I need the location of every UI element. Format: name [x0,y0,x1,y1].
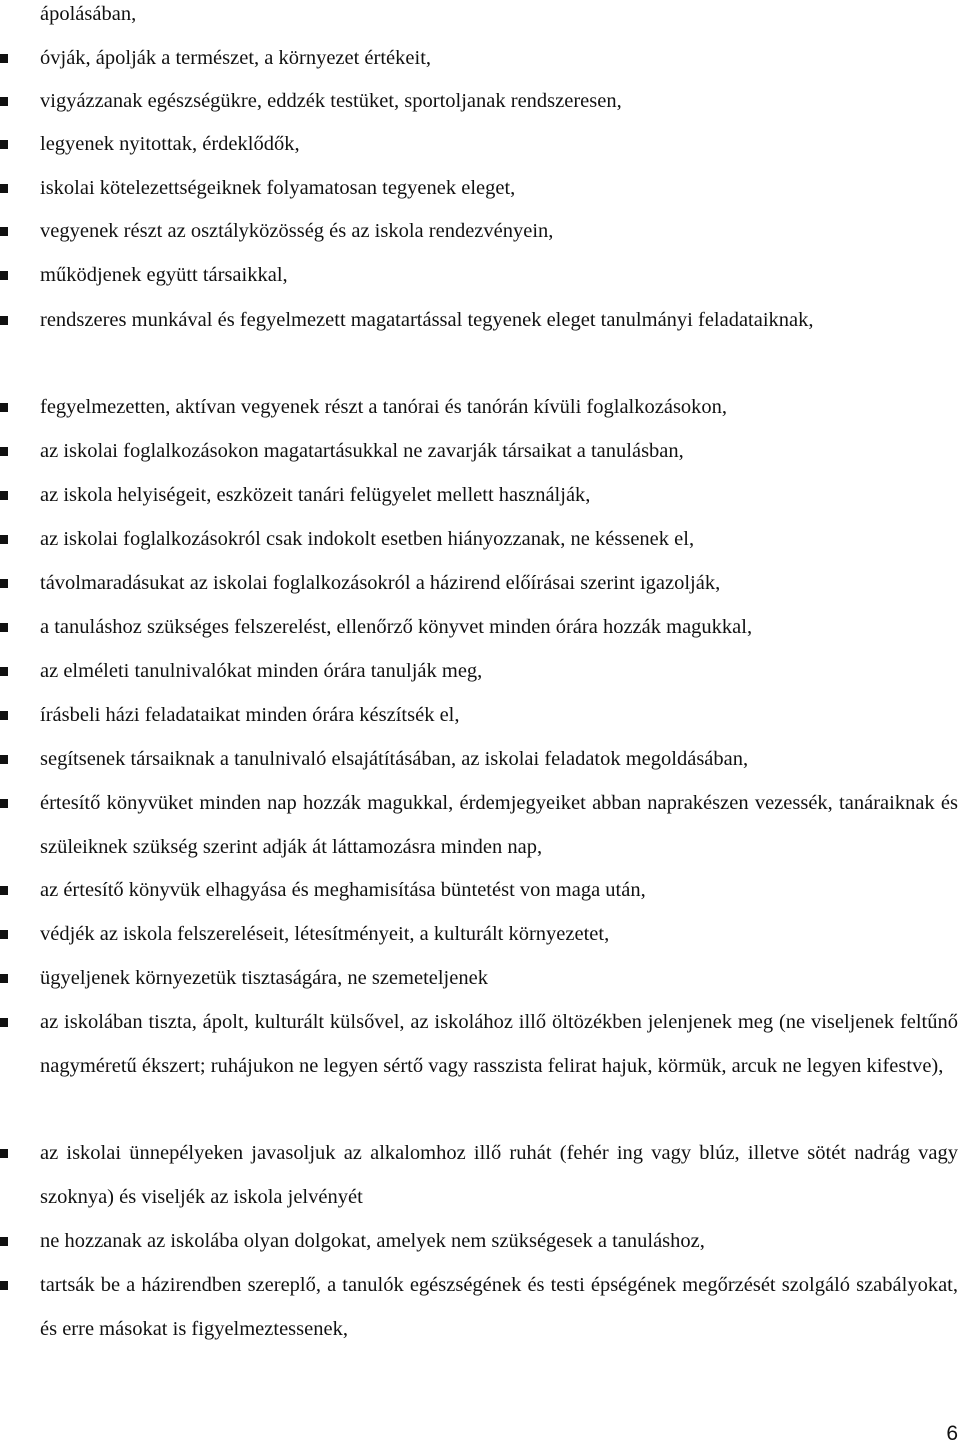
square-bullet-icon [0,755,8,764]
square-bullet-icon [0,1018,8,1027]
list-item-text: távolmaradásukat az iskolai foglalkozásokról a házirend előírásai szerint igazolják, [40,572,721,594]
list-item-text: az értesítő könyvük elhagyása és meghamisítása büntetést von maga után, [40,879,646,901]
list-item-text: fegyelmezetten, aktívan vegyenek részt a tanórai és tanórán kívüli foglalkozásokon, [40,396,728,418]
list-item-text: működjenek együtt társaikkal, [40,264,288,286]
list-item-text: ügyeljenek környezetük tisztaságára, ne szemeteljenek [40,967,488,989]
list-item-text: tartsák be a házirendben szereplő, a tanulók egészségének és testi épségének megőrzését szolgáló szabályokat, és erre másokat is figyelmeztessenek, [40,1274,958,1340]
square-bullet-icon [0,974,8,983]
square-bullet-icon [0,1149,8,1158]
square-bullet-icon [0,97,8,106]
square-bullet-icon [0,403,8,412]
square-bullet-icon [0,886,8,895]
square-bullet-icon [0,930,8,939]
list-item-text: az iskolai foglalkozásokról csak indokolt esetben hiányozzanak, ne késsenek el, [40,528,695,550]
list-item-text: rendszeres munkával és fegyelmezett magatartással tegyenek eleget tanulmányi feladataiknak, [40,309,814,331]
list-item-text: iskolai kötelezettségeiknek folyamatosan tegyenek eleget, [40,177,516,199]
square-bullet-icon [0,227,8,236]
list-item-text: a tanuláshoz szükséges felszerelést, ellenőrző könyvet minden órára hozzák magukkal, [40,616,753,638]
list-item-text: segítsenek társaiknak a tanulnivaló elsajátításában, az iskolai feladatok megoldásában, [40,748,749,770]
list-item-text: az iskola helyiségeit, eszközeit tanári felügyelet mellett használják, [40,484,591,506]
square-bullet-icon [0,799,8,808]
list-item-text: az iskolai foglalkozásokon magatartásukkal ne zavarják társaikat a tanulásban, [40,440,684,462]
square-bullet-icon [0,184,8,193]
square-bullet-icon [0,140,8,149]
square-bullet-icon [0,667,8,676]
square-bullet-icon [0,535,8,544]
square-bullet-icon [0,1237,8,1246]
square-bullet-icon [0,271,8,280]
list-item-text: az iskolában tiszta, ápolt, kulturált külsővel, az iskolához illő öltözékben jelenjenek meg (ne viseljenek feltűnő nagyméretű ékszert; ruhájukon ne legyen sértő vagy rasszista felirat hajuk, körmük, arcuk ne legyen kifestve), [40,1011,958,1077]
page-number: 6 [946,1422,958,1445]
list-item-text: óvják, ápolják a természet, a környezet értékeit, [40,47,432,69]
square-bullet-icon [0,1281,8,1290]
square-bullet-icon [0,491,8,500]
list-item-text: az iskolai ünnepélyeken javasoljuk az alkalomhoz illő ruhát (fehér ing vagy blúz, illetve sötét nadrág vagy szoknya) és viseljék az iskola jelvényét [40,1142,958,1208]
square-bullet-icon [0,316,8,325]
list-item-text: az elméleti tanulnivalókat minden órára tanulják meg, [40,660,483,682]
square-bullet-icon [0,623,8,632]
list-item-text: legyenek nyitottak, érdeklődők, [40,133,300,155]
list-item-text: védjék az iskola felszereléseit, létesítményeit, a kulturált környezetet, [40,923,610,945]
list-item-text: értesítő könyvüket minden nap hozzák magukkal, érdemjegyeiket abban naprakészen vezessék, tanáraiknak és szüleiknek szükség szerint adják át láttamozásra minden nap, [40,792,958,858]
list-item-text: ne hozzanak az iskolába olyan dolgokat, amelyek nem szükségesek a tanuláshoz, [40,1230,705,1252]
square-bullet-icon [0,711,8,720]
square-bullet-icon [0,447,8,456]
continued-list-text: ápolásában, [40,3,137,25]
list-item-text: vegyenek részt az osztályközösség és az iskola rendezvényein, [40,220,554,242]
list-item-text: írásbeli házi feladataikat minden órára készítsék el, [40,704,460,726]
list-item-text: vigyázzanak egészségükre, eddzék testüket, sportoljanak rendszeresen, [40,90,622,112]
square-bullet-icon [0,579,8,588]
square-bullet-icon [0,54,8,63]
